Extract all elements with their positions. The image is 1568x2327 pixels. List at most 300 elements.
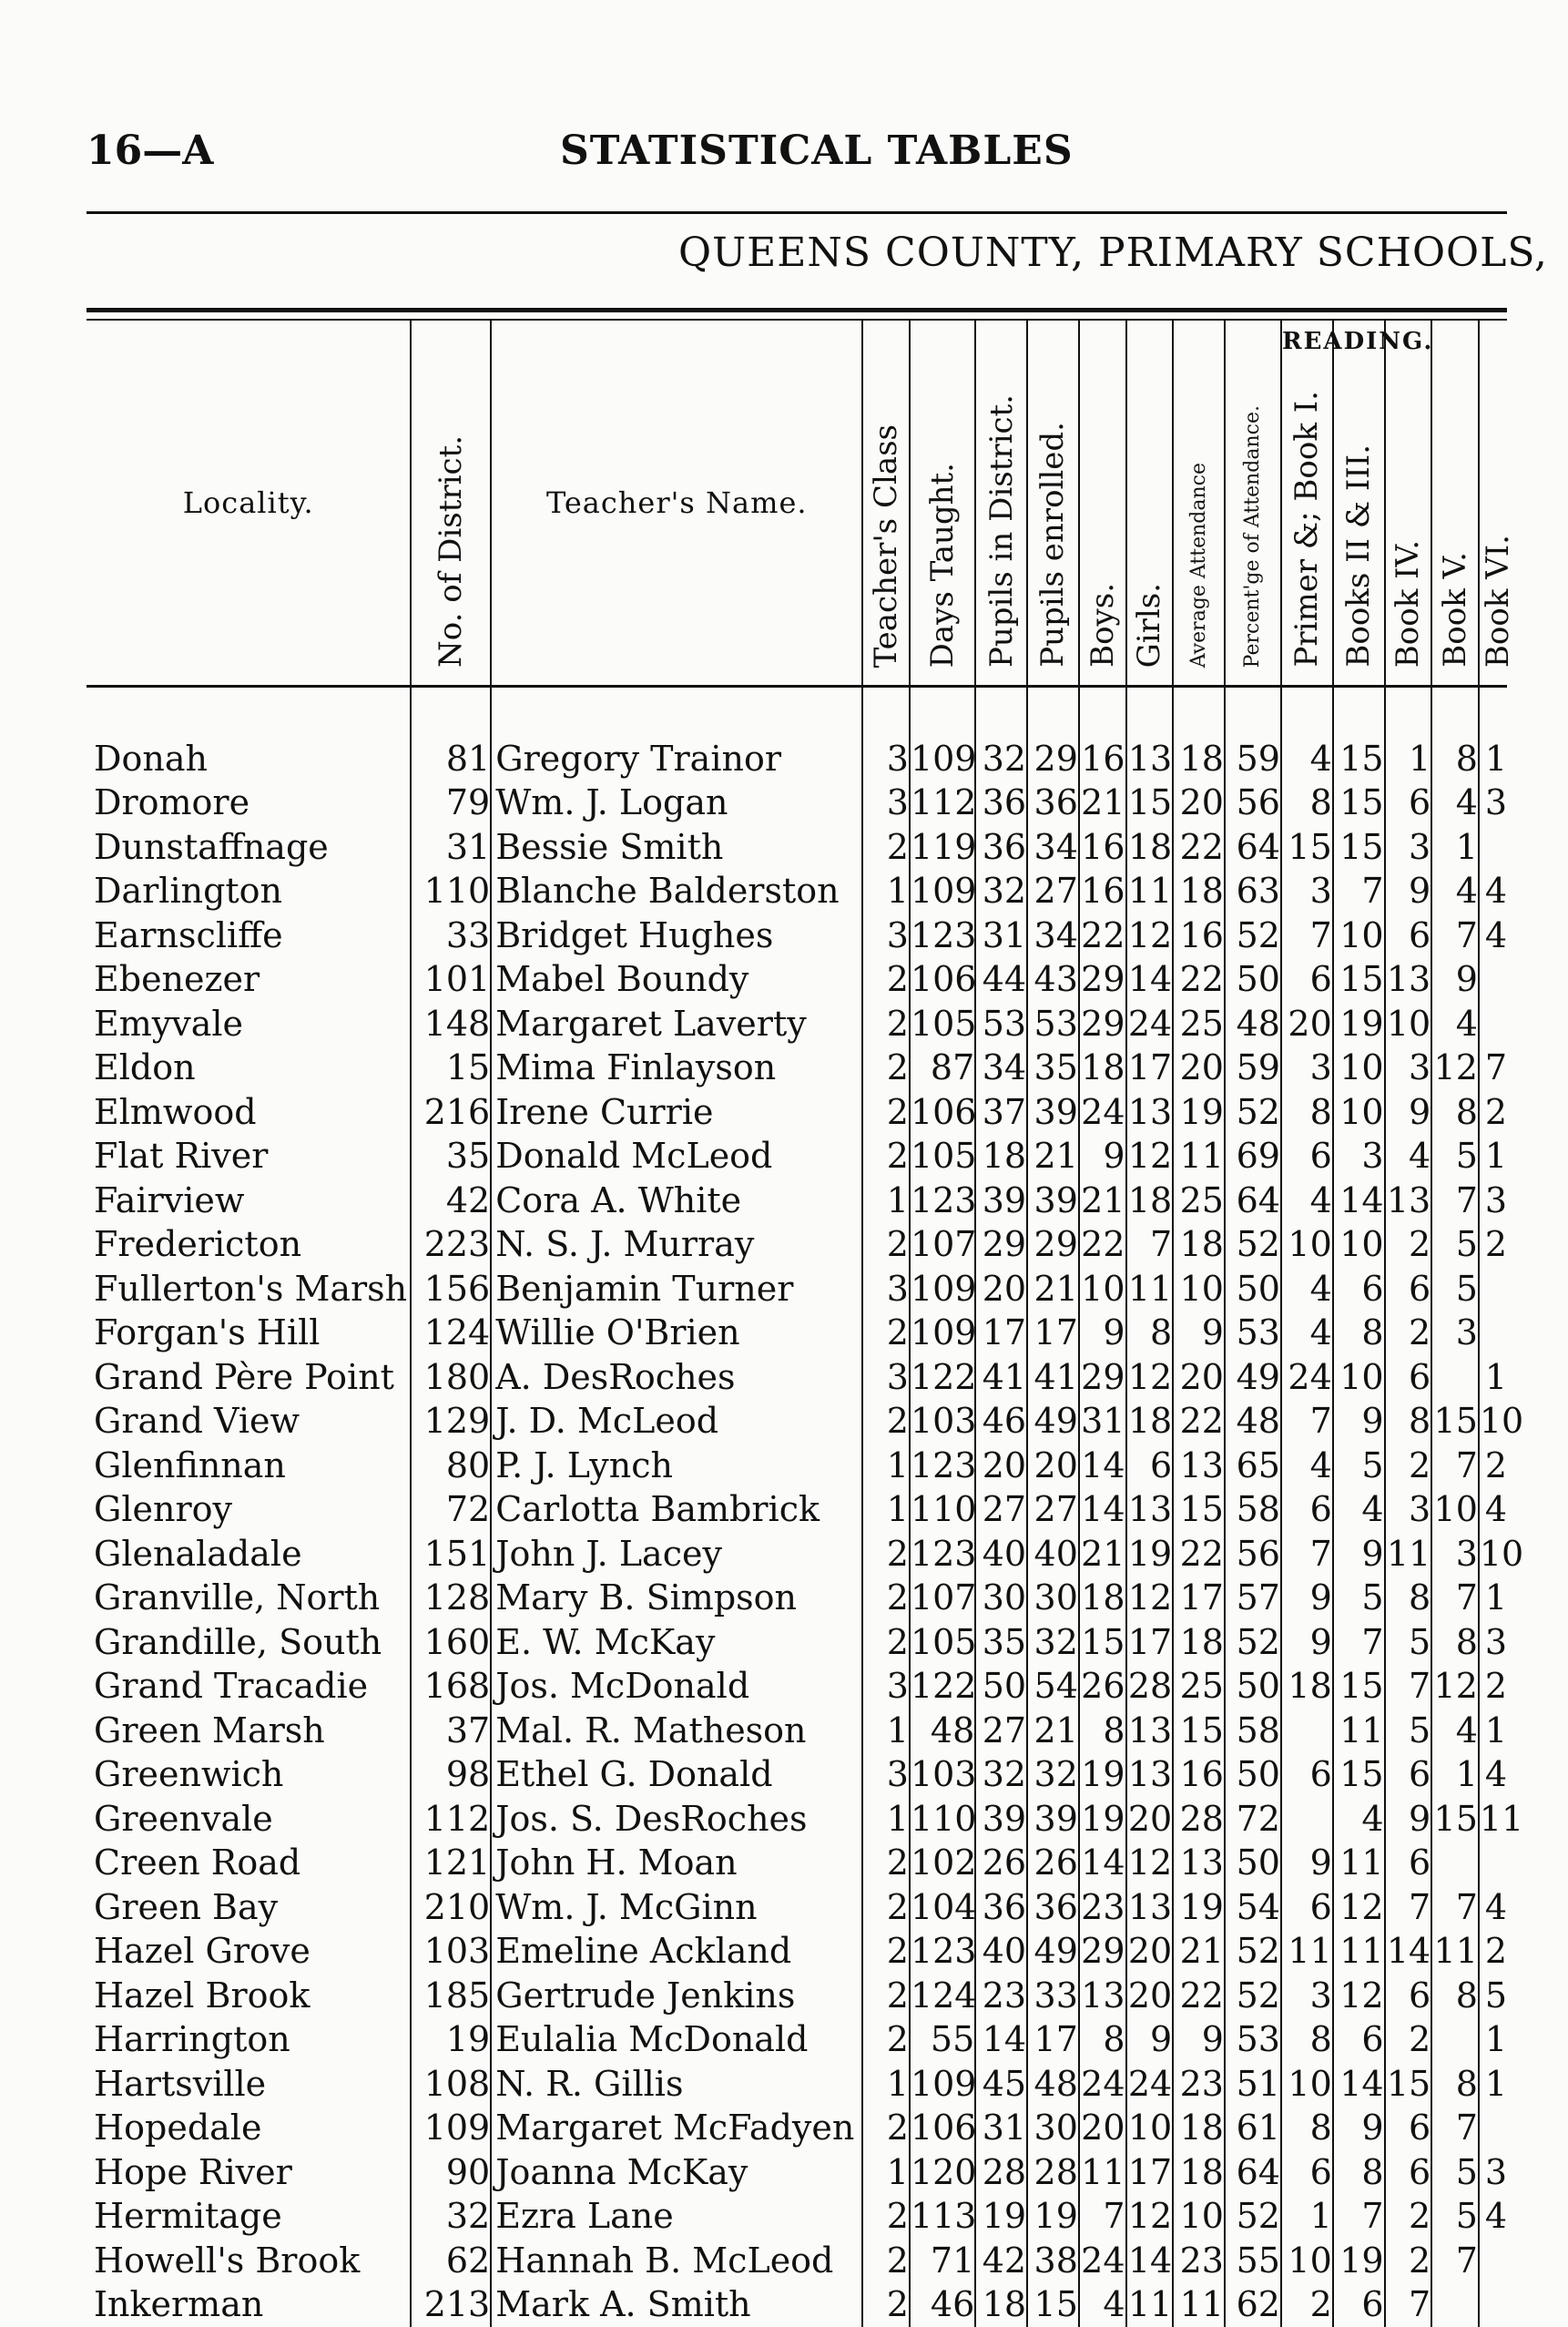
cell-book1: 6 bbox=[1281, 1134, 1333, 1179]
cell-locality: Fairview bbox=[94, 1179, 245, 1220]
cell-teacher-name: Carlotta Bambrick bbox=[491, 1487, 862, 1532]
cell-book1: 11 bbox=[1281, 1929, 1333, 1974]
cell-teacher-name: Eulalia McDonald bbox=[491, 2017, 862, 2062]
cell-boys: 13 bbox=[1079, 1974, 1126, 2018]
cell-avg-attendance: 15 bbox=[1173, 1709, 1225, 1753]
cell-book5: 4 bbox=[1431, 1002, 1479, 1046]
cell-book5: 8 bbox=[1431, 687, 1479, 781]
cell-teacher-class: 1 bbox=[862, 2062, 910, 2107]
cell-pupils-district: 50 bbox=[975, 1664, 1027, 1709]
cell-pupils-enrolled: 39 bbox=[1027, 1090, 1079, 1135]
cell-pupils-district: 40 bbox=[975, 1532, 1027, 1577]
cell-pupils-enrolled: 49 bbox=[1027, 1399, 1079, 1444]
cell-book23: 10 bbox=[1333, 1355, 1385, 1400]
cell-girls: 17 bbox=[1126, 2150, 1174, 2195]
cell-book4: 9 bbox=[1385, 1797, 1432, 1842]
cell-book6: 2 bbox=[1479, 1444, 1507, 1488]
cell-boys: 29 bbox=[1079, 957, 1126, 1002]
cell-pupils-enrolled: 17 bbox=[1027, 1311, 1079, 1355]
cell-district-no: 62 bbox=[411, 2239, 491, 2283]
cell-teacher-class: 2 bbox=[862, 1399, 910, 1444]
col-header-district-no: No. of District. bbox=[411, 321, 491, 687]
cell-book1: 6 bbox=[1281, 957, 1333, 1002]
cell-book5: 1 bbox=[1431, 825, 1479, 870]
cell-teacher-name: A. DesRoches bbox=[491, 1355, 862, 1400]
cell-boys: 16 bbox=[1079, 687, 1126, 781]
cell-days-taught: 119 bbox=[910, 825, 975, 870]
cell-pupils-enrolled: 41 bbox=[1027, 1355, 1079, 1400]
cell-book1: 4 bbox=[1281, 1444, 1333, 1488]
cell-district-no: 151 bbox=[411, 1532, 491, 1577]
cell-teacher-class: 2 bbox=[862, 957, 910, 1002]
cell-avg-attendance: 22 bbox=[1173, 1974, 1225, 2018]
cell-book1: 8 bbox=[1281, 2017, 1333, 2062]
table-row bbox=[87, 825, 1507, 870]
table-row bbox=[87, 687, 1507, 781]
cell-teacher-name: Jos. McDonald bbox=[491, 1664, 862, 1709]
cell-pct-attendance: 52 bbox=[1225, 1620, 1281, 1665]
cell-days-taught: 107 bbox=[910, 1222, 975, 1267]
cell-book5: 8 bbox=[1431, 1620, 1479, 1665]
cell-girls: 12 bbox=[1126, 1576, 1174, 1620]
table-row bbox=[87, 2106, 1507, 2150]
cell-pupils-enrolled: 17 bbox=[1027, 2017, 1079, 2062]
cell-book4: 8 bbox=[1385, 1399, 1432, 1444]
cell-pupils-district: 36 bbox=[975, 781, 1027, 825]
cell-girls: 12 bbox=[1126, 2194, 1174, 2239]
cell-teacher-name: Hannah B. McLeod bbox=[491, 2239, 862, 2283]
cell-book6: 2 bbox=[1479, 1664, 1507, 1709]
cell-district-no: 108 bbox=[411, 2062, 491, 2107]
cell-teacher-name: John H. Moan bbox=[491, 1841, 862, 1885]
cell-locality: Flat River bbox=[94, 1136, 269, 1177]
statistics-table bbox=[87, 321, 1524, 2327]
col-header-book23: Books II & III. bbox=[1333, 321, 1385, 687]
cell-boys: 22 bbox=[1079, 913, 1126, 958]
cell-girls: 12 bbox=[1126, 1841, 1174, 1885]
cell-teacher-name: Margaret Laverty bbox=[491, 1002, 862, 1046]
cell-book5: 9 bbox=[1431, 957, 1479, 1002]
header-rule bbox=[87, 211, 1507, 214]
cell-girls: 14 bbox=[1126, 957, 1174, 1002]
cell-teacher-class: 2 bbox=[862, 1046, 910, 1090]
cell-avg-attendance: 16 bbox=[1173, 913, 1225, 958]
cell-book23: 12 bbox=[1333, 1885, 1385, 1930]
cell-teacher-name: Benjamin Turner bbox=[491, 1267, 862, 1311]
cell-book4: 6 bbox=[1385, 1752, 1432, 1797]
cell-book4: 6 bbox=[1385, 1267, 1432, 1311]
cell-locality: Elmwood bbox=[94, 1091, 257, 1132]
cell-book1: 8 bbox=[1281, 781, 1333, 825]
cell-teacher-class: 2 bbox=[862, 1974, 910, 2018]
cell-book1: 2 bbox=[1281, 2282, 1333, 2327]
cell-boys: 15 bbox=[1079, 1620, 1126, 1665]
cell-book5: 4 bbox=[1431, 869, 1479, 913]
cell-book23: 15 bbox=[1333, 1664, 1385, 1709]
cell-district-no: 156 bbox=[411, 1267, 491, 1311]
cell-book4: 6 bbox=[1385, 1974, 1432, 2018]
cell-avg-attendance: 18 bbox=[1173, 1620, 1225, 1665]
table-top-rule bbox=[87, 308, 1507, 312]
cell-book23: 5 bbox=[1333, 1444, 1385, 1488]
cell-pct-attendance: 61 bbox=[1225, 2106, 1281, 2150]
cell-boys: 7 bbox=[1079, 2194, 1126, 2239]
table-row bbox=[87, 2062, 1507, 2107]
cell-boys: 23 bbox=[1079, 1885, 1126, 1930]
cell-teacher-class: 2 bbox=[862, 2194, 910, 2239]
cell-pupils-district: 29 bbox=[975, 1222, 1027, 1267]
cell-teacher-class: 2 bbox=[862, 1841, 910, 1885]
cell-book1: 10 bbox=[1281, 1222, 1333, 1267]
cell-girls: 15 bbox=[1126, 781, 1174, 825]
cell-pct-attendance: 50 bbox=[1225, 1664, 1281, 1709]
cell-locality: Grand Père Point bbox=[94, 1356, 394, 1397]
cell-book4: 5 bbox=[1385, 1620, 1432, 1665]
cell-book6: 1 bbox=[1479, 1355, 1507, 1400]
cell-avg-attendance: 17 bbox=[1173, 1576, 1225, 1620]
cell-district-no: 216 bbox=[411, 1090, 491, 1135]
cell-book23: 15 bbox=[1333, 825, 1385, 870]
cell-pupils-enrolled: 54 bbox=[1027, 1664, 1079, 1709]
cell-girls: 28 bbox=[1126, 1664, 1174, 1709]
cell-pct-attendance: 50 bbox=[1225, 1752, 1281, 1797]
cell-pct-attendance: 62 bbox=[1225, 2282, 1281, 2327]
cell-teacher-class: 1 bbox=[862, 869, 910, 913]
cell-book1: 7 bbox=[1281, 1532, 1333, 1577]
cell-book5: 4 bbox=[1431, 781, 1479, 825]
cell-book4: 2 bbox=[1385, 2194, 1432, 2239]
cell-teacher-class: 3 bbox=[862, 1664, 910, 1709]
cell-book4: 8 bbox=[1385, 1576, 1432, 1620]
cell-pupils-enrolled: 32 bbox=[1027, 1620, 1079, 1665]
col-header-pupils-district: Pupils in District. bbox=[975, 321, 1027, 687]
cell-pupils-district: 30 bbox=[975, 1576, 1027, 1620]
cell-pct-attendance: 69 bbox=[1225, 1134, 1281, 1179]
cell-book6: 4 bbox=[1479, 1885, 1507, 1930]
cell-avg-attendance: 13 bbox=[1173, 1841, 1225, 1885]
cell-pct-attendance: 53 bbox=[1225, 1311, 1281, 1355]
cell-book23: 10 bbox=[1333, 1090, 1385, 1135]
cell-book1: 3 bbox=[1281, 1974, 1333, 2018]
cell-book5: 7 bbox=[1431, 2239, 1479, 2283]
cell-girls: 11 bbox=[1126, 2282, 1174, 2327]
cell-teacher-class: 2 bbox=[862, 1885, 910, 1930]
col-header-teacher-class: Teacher's Class bbox=[862, 321, 910, 687]
table-row bbox=[87, 781, 1507, 825]
table-row bbox=[87, 2282, 1507, 2327]
cell-book23: 10 bbox=[1333, 1046, 1385, 1090]
table-row bbox=[87, 1134, 1507, 1179]
cell-pupils-district: 53 bbox=[975, 1002, 1027, 1046]
cell-girls: 18 bbox=[1126, 825, 1174, 870]
cell-pct-attendance: 72 bbox=[1225, 1797, 1281, 1842]
cell-teacher-class: 3 bbox=[862, 913, 910, 958]
cell-teacher-class: 3 bbox=[862, 687, 910, 781]
cell-book6: 4 bbox=[1479, 913, 1507, 958]
cell-girls: 19 bbox=[1126, 1532, 1174, 1577]
cell-boys: 18 bbox=[1079, 1576, 1126, 1620]
cell-pct-attendance: 50 bbox=[1225, 1841, 1281, 1885]
col-header-book6: Book VI. bbox=[1479, 321, 1507, 687]
cell-book6: 3 bbox=[1479, 1620, 1507, 1665]
cell-boys: 4 bbox=[1079, 2282, 1126, 2327]
cell-pct-attendance: 58 bbox=[1225, 1709, 1281, 1753]
cell-book5: 7 bbox=[1431, 1885, 1479, 1930]
cell-book1: 3 bbox=[1281, 1046, 1333, 1090]
cell-teacher-name: Mary B. Simpson bbox=[491, 1576, 862, 1620]
cell-avg-attendance: 22 bbox=[1173, 1532, 1225, 1577]
cell-boys: 24 bbox=[1079, 2062, 1126, 2107]
cell-girls: 24 bbox=[1126, 1002, 1174, 1046]
cell-girls: 24 bbox=[1126, 2062, 1174, 2107]
cell-district-no: 148 bbox=[411, 1002, 491, 1046]
cell-girls: 12 bbox=[1126, 1355, 1174, 1400]
cell-teacher-class: 2 bbox=[862, 825, 910, 870]
cell-teacher-name: Bessie Smith bbox=[491, 825, 862, 870]
cell-book4: 1 bbox=[1385, 687, 1432, 781]
cell-locality: Dromore bbox=[94, 782, 250, 823]
cell-book4: 3 bbox=[1385, 825, 1432, 870]
table-row bbox=[87, 1752, 1507, 1797]
cell-book23: 8 bbox=[1333, 1311, 1385, 1355]
table-row bbox=[87, 1797, 1507, 1842]
cell-boys: 29 bbox=[1079, 1002, 1126, 1046]
cell-teacher-class: 1 bbox=[862, 2150, 910, 2195]
cell-book4: 7 bbox=[1385, 1664, 1432, 1709]
cell-book4: 4 bbox=[1385, 1134, 1432, 1179]
cell-pct-attendance: 59 bbox=[1225, 1046, 1281, 1090]
cell-avg-attendance: 23 bbox=[1173, 2062, 1225, 2107]
cell-days-taught: 123 bbox=[910, 913, 975, 958]
table-row bbox=[87, 1399, 1507, 1444]
cell-teacher-name: Wm. J. Logan bbox=[491, 781, 862, 825]
cell-book5 bbox=[1431, 2017, 1479, 2062]
cell-days-taught: 109 bbox=[910, 1311, 975, 1355]
cell-book4: 2 bbox=[1385, 2239, 1432, 2283]
cell-book23: 6 bbox=[1333, 1267, 1385, 1311]
cell-boys: 16 bbox=[1079, 869, 1126, 913]
cell-pupils-district: 18 bbox=[975, 1134, 1027, 1179]
cell-book23: 15 bbox=[1333, 687, 1385, 781]
cell-teacher-class: 2 bbox=[862, 2239, 910, 2283]
cell-book23: 12 bbox=[1333, 1974, 1385, 2018]
cell-locality: Darlington bbox=[94, 871, 283, 912]
cell-book6: 4 bbox=[1479, 2194, 1507, 2239]
cell-book6: 10 bbox=[1479, 1399, 1507, 1444]
cell-book1: 6 bbox=[1281, 1885, 1333, 1930]
cell-book1: 7 bbox=[1281, 913, 1333, 958]
cell-district-no: 101 bbox=[411, 957, 491, 1002]
cell-locality: Granville, North bbox=[94, 1577, 381, 1618]
cell-teacher-class: 2 bbox=[862, 1620, 910, 1665]
cell-teacher-name: Blanche Balderston bbox=[491, 869, 862, 913]
cell-book1: 6 bbox=[1281, 1752, 1333, 1797]
cell-boys: 14 bbox=[1079, 1487, 1126, 1532]
cell-pct-attendance: 48 bbox=[1225, 1002, 1281, 1046]
cell-days-taught: 106 bbox=[910, 1090, 975, 1135]
cell-teacher-name: Willie O'Brien bbox=[491, 1311, 862, 1355]
cell-pct-attendance: 52 bbox=[1225, 1974, 1281, 2018]
cell-book23: 15 bbox=[1333, 781, 1385, 825]
cell-teacher-name: Mima Finlayson bbox=[491, 1046, 862, 1090]
cell-pct-attendance: 48 bbox=[1225, 1399, 1281, 1444]
cell-days-taught: 123 bbox=[910, 1532, 975, 1577]
table-body bbox=[87, 687, 1524, 2327]
cell-pupils-enrolled: 19 bbox=[1027, 2194, 1079, 2239]
cell-boys: 9 bbox=[1079, 1311, 1126, 1355]
cell-book23: 4 bbox=[1333, 1487, 1385, 1532]
cell-girls: 17 bbox=[1126, 1046, 1174, 1090]
cell-pct-attendance: 57 bbox=[1225, 1576, 1281, 1620]
cell-district-no: 168 bbox=[411, 1664, 491, 1709]
cell-teacher-name: Gregory Trainor bbox=[491, 687, 862, 781]
cell-book6 bbox=[1479, 1002, 1507, 1046]
cell-teacher-class: 2 bbox=[862, 1576, 910, 1620]
cell-district-no: 79 bbox=[411, 781, 491, 825]
cell-book5: 8 bbox=[1431, 1974, 1479, 2018]
cell-days-taught: 113 bbox=[910, 2194, 975, 2239]
table-row bbox=[87, 1002, 1507, 1046]
cell-book5: 11 bbox=[1431, 1929, 1479, 1974]
cell-book1: 4 bbox=[1281, 1267, 1333, 1311]
cell-book5: 7 bbox=[1431, 1444, 1479, 1488]
cell-teacher-name: Gertrude Jenkins bbox=[491, 1974, 862, 2018]
cell-book4: 3 bbox=[1385, 1487, 1432, 1532]
cell-pct-attendance: 64 bbox=[1225, 1179, 1281, 1223]
table-row bbox=[87, 1267, 1507, 1311]
cell-district-no: 80 bbox=[411, 1444, 491, 1488]
cell-book5: 3 bbox=[1431, 1311, 1479, 1355]
cell-teacher-name: Joanna McKay bbox=[491, 2150, 862, 2195]
cell-district-no: 210 bbox=[411, 1885, 491, 1930]
cell-pupils-enrolled: 33 bbox=[1027, 1974, 1079, 2018]
cell-boys: 9 bbox=[1079, 1134, 1126, 1179]
cell-locality: Hazel Grove bbox=[94, 1931, 311, 1972]
cell-book6: 1 bbox=[1479, 1709, 1507, 1753]
cell-book4: 3 bbox=[1385, 1046, 1432, 1090]
cell-days-taught: 106 bbox=[910, 2106, 975, 2150]
cell-district-no: 103 bbox=[411, 1929, 491, 1974]
cell-district-no: 15 bbox=[411, 1046, 491, 1090]
cell-district-no: 19 bbox=[411, 2017, 491, 2062]
cell-book4: 6 bbox=[1385, 781, 1432, 825]
cell-pupils-enrolled: 34 bbox=[1027, 825, 1079, 870]
cell-district-no: 180 bbox=[411, 1355, 491, 1400]
cell-days-taught: 109 bbox=[910, 1267, 975, 1311]
cell-book1: 6 bbox=[1281, 2150, 1333, 2195]
cell-pupils-enrolled: 40 bbox=[1027, 1532, 1079, 1577]
cell-girls: 14 bbox=[1126, 2239, 1174, 2283]
cell-pct-attendance: 65 bbox=[1225, 1444, 1281, 1488]
cell-pupils-enrolled: 15 bbox=[1027, 2282, 1079, 2327]
cell-teacher-class: 2 bbox=[862, 1532, 910, 1577]
cell-book23: 15 bbox=[1333, 1752, 1385, 1797]
table-row bbox=[87, 1090, 1507, 1135]
table-row bbox=[87, 2017, 1507, 2062]
cell-district-no: 31 bbox=[411, 825, 491, 870]
cell-pupils-enrolled: 21 bbox=[1027, 1709, 1079, 1753]
cell-pct-attendance: 52 bbox=[1225, 1222, 1281, 1267]
table-row bbox=[87, 1929, 1507, 1974]
cell-book4: 13 bbox=[1385, 1179, 1432, 1223]
table-row bbox=[87, 1355, 1507, 1400]
cell-book4: 6 bbox=[1385, 2150, 1432, 2195]
cell-boys: 24 bbox=[1079, 2239, 1126, 2283]
cell-avg-attendance: 11 bbox=[1173, 1134, 1225, 1179]
cell-book23: 5 bbox=[1333, 1576, 1385, 1620]
cell-locality: Fredericton bbox=[94, 1224, 302, 1265]
page-number: 16—A bbox=[87, 128, 214, 174]
table-row bbox=[87, 1885, 1507, 1930]
cell-girls: 13 bbox=[1126, 1487, 1174, 1532]
cell-book4: 13 bbox=[1385, 957, 1432, 1002]
cell-avg-attendance: 18 bbox=[1173, 2150, 1225, 2195]
cell-avg-attendance: 25 bbox=[1173, 1179, 1225, 1223]
cell-book6: 1 bbox=[1479, 2062, 1507, 2107]
cell-days-taught: 103 bbox=[910, 1399, 975, 1444]
cell-district-no: 42 bbox=[411, 1179, 491, 1223]
cell-girls: 7 bbox=[1126, 1222, 1174, 1267]
cell-teacher-name: Mabel Boundy bbox=[491, 957, 862, 1002]
cell-girls: 20 bbox=[1126, 1974, 1174, 2018]
cell-pupils-district: 18 bbox=[975, 2282, 1027, 2327]
cell-pupils-enrolled: 20 bbox=[1027, 1444, 1079, 1488]
cell-book6: 10 bbox=[1479, 1532, 1507, 1577]
cell-book1: 18 bbox=[1281, 1664, 1333, 1709]
cell-pct-attendance: 63 bbox=[1225, 869, 1281, 913]
cell-pupils-district: 31 bbox=[975, 2106, 1027, 2150]
cell-pupils-district: 40 bbox=[975, 1929, 1027, 1974]
cell-district-no: 35 bbox=[411, 1134, 491, 1179]
cell-locality: Earnscliffe bbox=[94, 914, 283, 955]
section-title: QUEENS COUNTY, PRIMARY SCHOOLS, bbox=[678, 230, 1548, 276]
cell-book5 bbox=[1431, 1841, 1479, 1885]
cell-book4: 9 bbox=[1385, 869, 1432, 913]
reading-group-label: READING. bbox=[1281, 328, 1434, 355]
cell-book1: 9 bbox=[1281, 1841, 1333, 1885]
cell-book1: 10 bbox=[1281, 2239, 1333, 2283]
cell-district-no: 33 bbox=[411, 913, 491, 958]
table-row bbox=[87, 1311, 1507, 1355]
cell-book1 bbox=[1281, 1797, 1333, 1842]
cell-book6 bbox=[1479, 1841, 1507, 1885]
cell-teacher-name: N. R. Gillis bbox=[491, 2062, 862, 2107]
cell-district-no: 129 bbox=[411, 1399, 491, 1444]
cell-book6: 11 bbox=[1479, 1797, 1507, 1842]
cell-book6 bbox=[1479, 1311, 1507, 1355]
cell-days-taught: 109 bbox=[910, 687, 975, 781]
cell-book6: 2 bbox=[1479, 1222, 1507, 1267]
cell-book23: 11 bbox=[1333, 1709, 1385, 1753]
table-row bbox=[87, 1841, 1507, 1885]
cell-girls: 9 bbox=[1126, 2017, 1174, 2062]
cell-boys: 21 bbox=[1079, 1532, 1126, 1577]
cell-book1: 20 bbox=[1281, 1002, 1333, 1046]
cell-book4: 2 bbox=[1385, 2017, 1432, 2062]
cell-locality: Glenfinnan bbox=[94, 1444, 286, 1485]
cell-teacher-name: Jos. S. DesRoches bbox=[491, 1797, 862, 1842]
cell-book6 bbox=[1479, 825, 1507, 870]
cell-locality: Glenroy bbox=[94, 1489, 232, 1530]
cell-boys: 8 bbox=[1079, 2017, 1126, 2062]
cell-book5: 3 bbox=[1431, 1532, 1479, 1577]
cell-pupils-enrolled: 36 bbox=[1027, 781, 1079, 825]
cell-book23: 10 bbox=[1333, 1222, 1385, 1267]
cell-avg-attendance: 10 bbox=[1173, 1267, 1225, 1311]
cell-girls: 13 bbox=[1126, 1090, 1174, 1135]
cell-district-no: 185 bbox=[411, 1974, 491, 2018]
cell-district-no: 128 bbox=[411, 1576, 491, 1620]
